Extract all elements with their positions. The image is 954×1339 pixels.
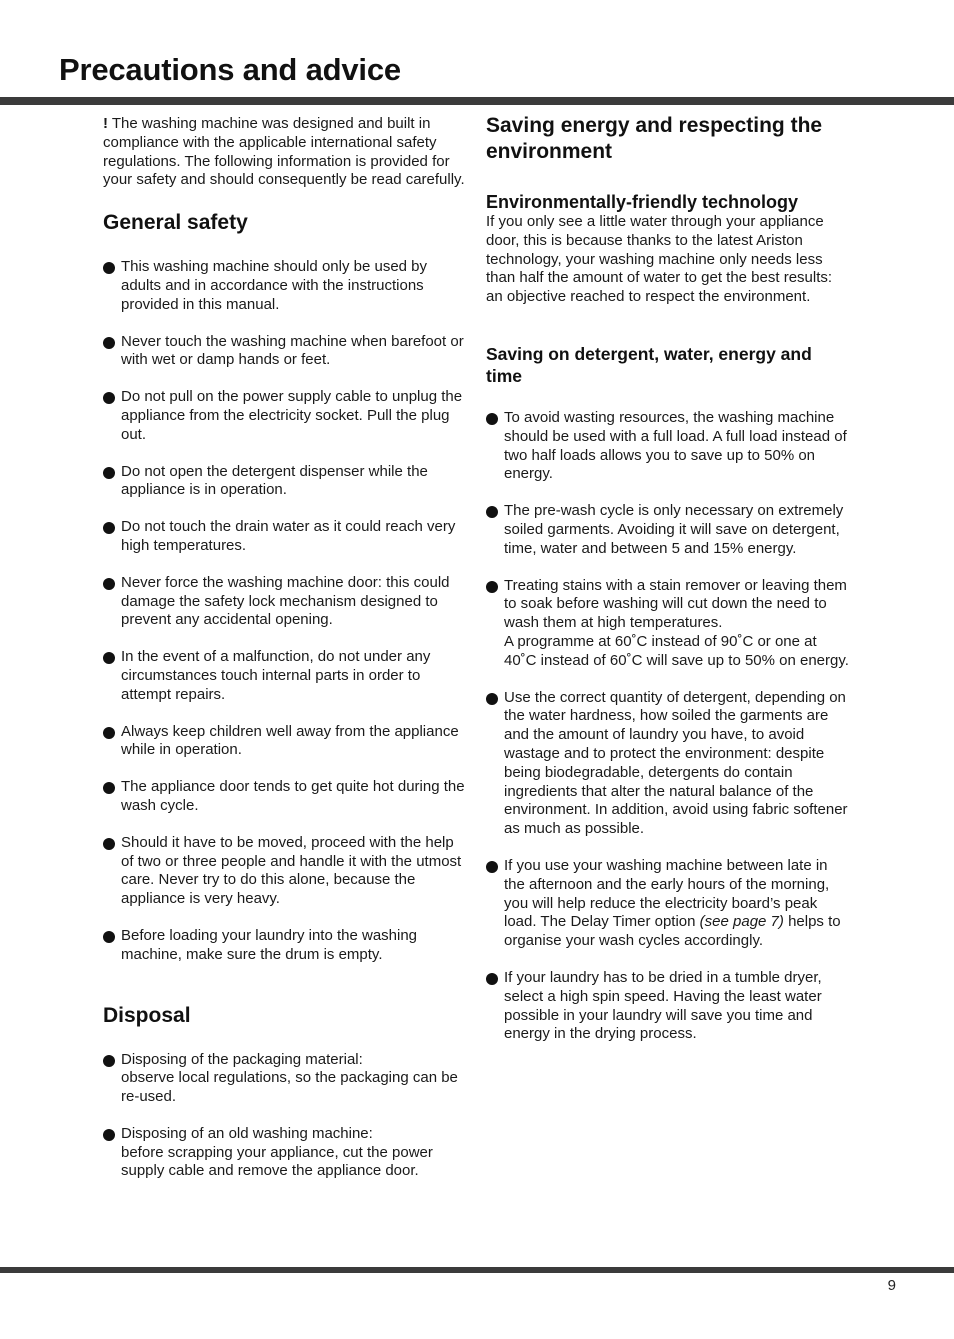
warning-mark: ! [103,115,108,132]
list-item: Disposing of an old washing machine: before scrapping your appliance, cut the power supply cable and remove the appliance door. [103,1125,465,1181]
bullet-icon [486,506,498,518]
disposal-list [103,1051,465,1182]
bullet-icon [103,1055,115,1067]
list-item: Do not touch the drain water as it could reach very high temperatures. [103,518,465,556]
bullet-icon [103,652,115,664]
list-item: Should it have to be moved, proceed with the help of two or three people and handle it with the utmost care. Never try to do this alone, because the appliance is very heavy. [103,834,465,909]
bullet-icon [486,973,498,985]
list-item: In the event of a malfunction, do not under any circumstances touch internal parts in order to attempt repairs. [103,648,465,704]
right-column [486,113,852,1044]
bottom-divider [0,1267,954,1273]
page-reference: (see page 7) [699,913,784,931]
list-item: Do not pull on the power supply cable to unplug the appliance from the electricity socket. Pull the plug out. [103,388,465,444]
list-item: To avoid wasting resources, the washing machine should be used with a full load. A full load instead of two half loads allows you to save up to 50% on energy. [486,409,852,484]
intro-paragraph [103,115,465,190]
general-safety-list [103,258,465,964]
list-item: This washing machine should only be used by adults and in accordance with the instructions provided in this manual. [103,258,465,314]
bullet-icon [486,581,498,593]
list-item: Never touch the washing machine when barefoot or with wet or damp hands or feet. [103,333,465,371]
list-item: Treating stains with a stain remover or leaving them to soak before washing will cut down the need to wash them at high temperatures. A programme at 60˚C instead of 90˚C or one at 40˚C instead of 60˚C will save up to 50% on energy. [486,577,852,671]
bullet-icon [103,262,115,274]
bullet-icon [103,392,115,404]
eco-technology-text: If you only see a little water through your appliance door, this is because thanks to the latest Ariston technology, your washing machine only needs less than half the amount of water to get the best results: an objective reached to respect the environment. [486,213,833,306]
list-item: If you use your washing machine between late in the afternoon and the early hours of the morning, you will help reduce the electricity board’s peak load. The Delay Timer option (see page 7) helps to organise your wash cycles accordingly. [486,857,852,951]
saving-list [486,409,852,1044]
left-column [103,113,465,1181]
bullet-icon [103,782,115,794]
bullet-icon [486,413,498,425]
list-item: Disposing of the packaging material: observe local regulations, so the packaging can be re-used. [103,1051,465,1107]
bullet-icon [103,522,115,534]
bullet-icon [486,693,498,705]
eco-technology-heading: Environmentally-friendly technology [486,192,799,212]
bullet-icon [103,467,115,479]
bullet-icon [103,838,115,850]
page-number: 9 [887,1277,896,1294]
list-item: The pre-wash cycle is only necessary on extremely soiled garments. Avoiding it will save on detergent, time, water and between 5 and 15% energy. [486,502,852,558]
saving-energy-heading: Saving energy and respecting the environment [486,114,823,163]
top-divider [0,97,954,105]
page-title: Precautions and advice [59,52,401,87]
bullet-icon [103,337,115,349]
list-item: Never force the washing machine door: this could damage the safety lock mechanism designed to prevent any accidental opening. [103,574,465,630]
saving-detergent-heading: Saving on detergent, water, energy and time [486,343,812,386]
list-item: The appliance door tends to get quite hot during the wash cycle. [103,778,465,816]
bullet-icon [103,578,115,590]
list-item: Always keep children well away from the appliance while in operation. [103,723,465,761]
list-item: Do not open the detergent dispenser while the appliance is in operation. [103,463,465,501]
bullet-icon [103,1129,115,1141]
list-item: Use the correct quantity of detergent, depending on the water hardness, how soiled the garments are and the amount of laundry you have, to avoid wastage and to protect the environment: despite being biodegradable, detergents do contain ingredients that alter the natural balance of the environment. In addition, avoid using fabric softener as much as possible. [486,689,852,839]
bullet-icon [103,931,115,943]
disposal-heading: Disposal [103,1003,191,1027]
general-safety-heading: General safety [103,211,248,235]
bullet-icon [103,727,115,739]
list-item: If your laundry has to be dried in a tumble dryer, select a high spin speed. Having the least water possible in your laundry will save you time and energy in the drying process. [486,969,852,1044]
bullet-icon [486,861,498,873]
intro-text: The washing machine was designed and built in compliance with the applicable international safety regulations. The following information is provided for your safety and should consequently be read carefully. [103,115,465,189]
list-item: Before loading your laundry into the washing machine, make sure the drum is empty. [103,927,465,965]
